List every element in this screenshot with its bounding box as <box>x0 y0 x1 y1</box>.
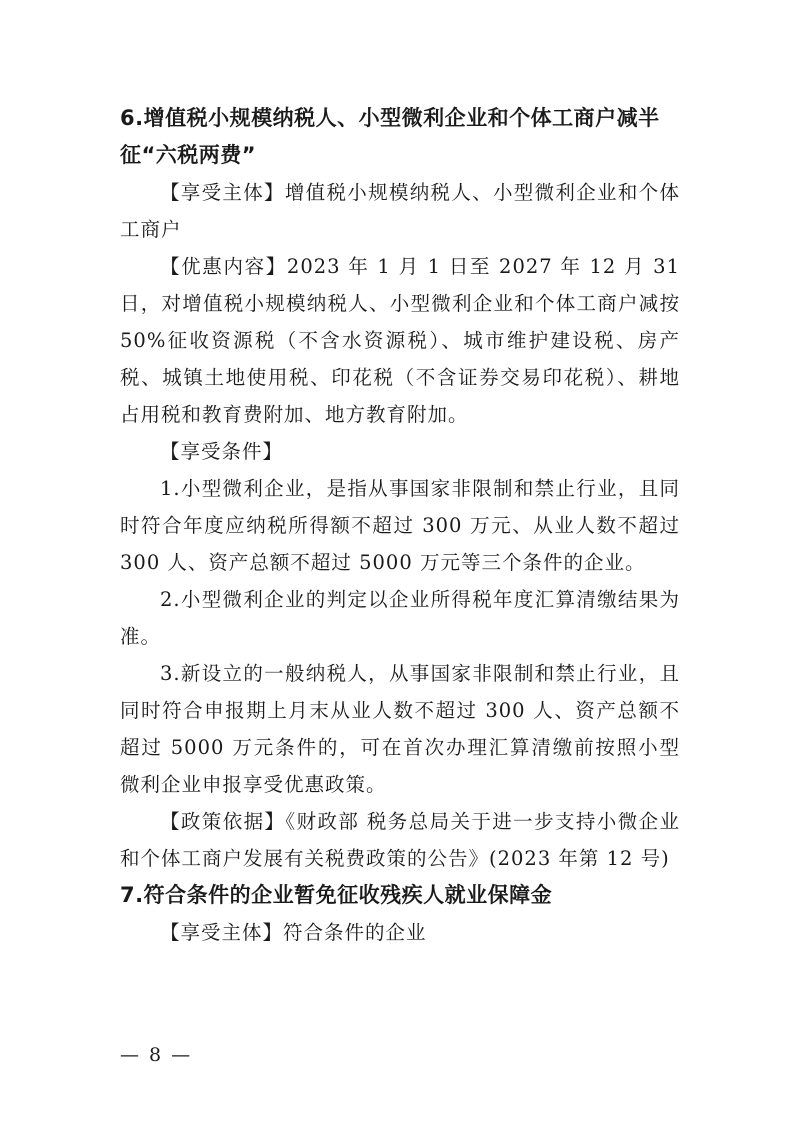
condition-2: 2.小型微利企业的判定以企业所得税年度汇算清缴结果为准。 <box>120 588 680 648</box>
page-number: — 8 — <box>120 1044 193 1066</box>
document-page <box>120 100 680 951</box>
content-text: 2023 年 1 月 1 日至 2027 年 12 月 31 日，对增值税小规模纳税人、小型微利企业和个体工商户减按50%征收资源税（不含水资源税）、城市维护建设税、房产税、城镇土地使用税、印花税（不含证券交易印花税）、耕地占用税和教育费附加、地方教育附加。 <box>120 255 680 426</box>
section-7-subject-label: 【享受主体】 <box>160 921 284 944</box>
content-label: 【优惠内容】 <box>160 255 287 278</box>
section-6-basis <box>120 803 680 877</box>
section-7-subject-text: 符合条件的企业 <box>283 921 427 944</box>
subject-text: 增值税小规模纳税人、小型微利企业和个体工商户 <box>120 181 680 241</box>
section-6-heading: 6.增值税小规模纳税人、小型微利企业和个体工商户减半征“六税两费” <box>120 106 660 167</box>
section-7-heading: 7.符合条件的企业暂免征收残疾人就业保障金 <box>120 883 553 907</box>
section-6-conditions-label: 【享受条件】 <box>160 440 284 463</box>
section-6-content <box>120 248 680 433</box>
section-7-subject <box>120 914 680 951</box>
basis-label: 【政策依据】 <box>160 810 286 833</box>
condition-1: 1.小型微利企业，是指从事国家非限制和禁止行业，且同时符合年度应纳税所得额不超过 300 万元、从业人数不超过 300 人、资产总额不超过 5000 万元等三个条件的企业。 <box>120 477 680 574</box>
section-6-subject <box>120 174 680 248</box>
condition-3: 3.新设立的一般纳税人，从事国家非限制和禁止行业，且同时符合申报期上月末从业人数不超过 300 人、资产总额不超过 5000 万元条件的，可在首次办理汇算清缴前按照小型微利企业申报享受优惠政策。 <box>120 662 680 796</box>
basis-text: 《财政部 税务总局关于进一步支持小微企业和个体工商户发展有关税费政策的公告》(2023 年第 12 号) <box>120 810 680 870</box>
subject-label: 【享受主体】 <box>160 181 285 204</box>
